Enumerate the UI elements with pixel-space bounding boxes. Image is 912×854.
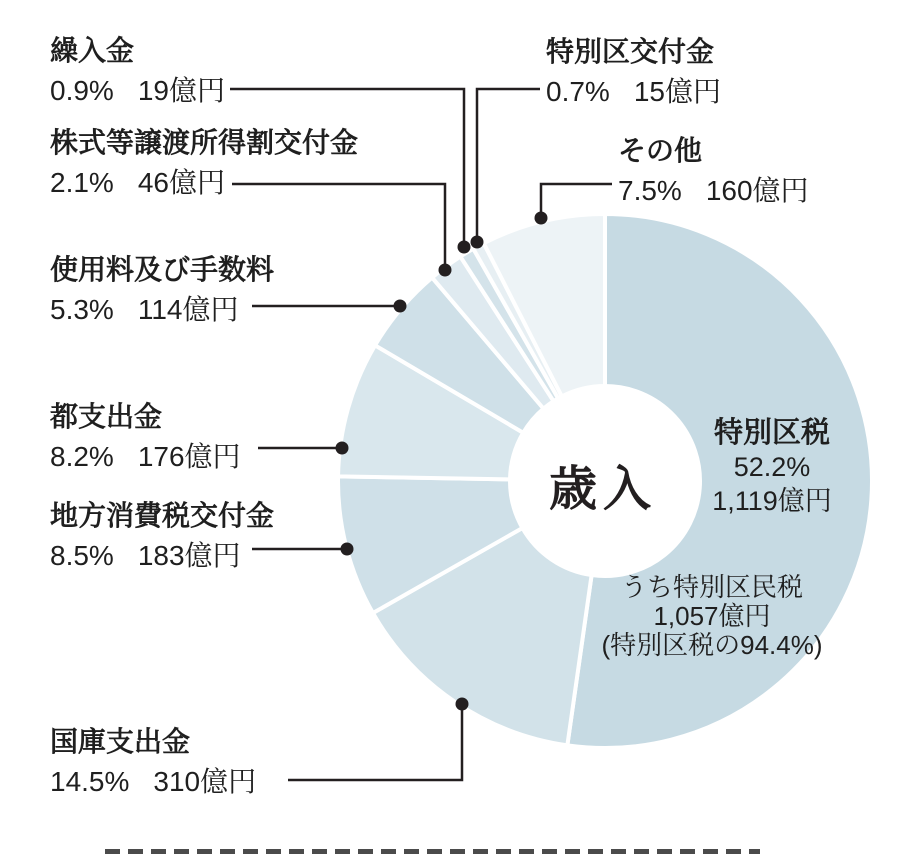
label-kuriirekin (50, 31, 225, 111)
slice-values (50, 290, 274, 330)
slice-percent: 5.3% (50, 294, 114, 325)
label-kabushiki (50, 123, 358, 203)
annotation-tokubetsukuminzei (592, 573, 832, 660)
slice-percent: 14.5% (50, 766, 130, 797)
annotation-line: (特別区税の94.4%) (601, 630, 823, 660)
leader-line-tokubetsukukofukin (477, 89, 540, 240)
slice-values (50, 762, 256, 802)
leader-dot-sonota (535, 212, 548, 225)
leader-line-sonota (541, 184, 612, 216)
slice-values (50, 536, 274, 576)
slice-title: 国庫支出金 (50, 726, 191, 757)
slice-values (618, 171, 809, 211)
slice-percent: 8.5% (50, 540, 114, 571)
slice-title: 地方消費税交付金 (50, 500, 275, 531)
leader-dot-toshishutsukin (336, 442, 349, 455)
slice-amount: 19億円 (137, 75, 225, 106)
slice-values (546, 72, 721, 112)
annotation-line: うち特別区民税 (620, 572, 803, 602)
leader-dot-tokubetsukukofukin (471, 236, 484, 249)
chart-center-title: 歳入 (548, 463, 657, 516)
slice-title: 特別区交付金 (546, 36, 715, 67)
leader-dot-kuriirekin (458, 241, 471, 254)
slice-amount: 114億円 (137, 294, 239, 325)
slice-title: 株式等譲渡所得割交付金 (50, 127, 359, 158)
slice-amount: 176億円 (137, 441, 241, 472)
slice-percent: 0.7% (546, 76, 610, 107)
annotation-line: 1,057億円 (653, 601, 771, 631)
slice-amount: 183億円 (137, 540, 241, 571)
slice-title: 特別区税 (713, 417, 830, 449)
slice-values (50, 437, 241, 477)
slice-title: 繰入金 (50, 35, 135, 66)
slice-amount: 15億円 (633, 76, 721, 107)
leader-dot-chihoshohizei (341, 543, 354, 556)
leader-dot-kabushiki (439, 264, 452, 277)
label-tokubetsukukofukin (546, 32, 721, 112)
slice-percent: 8.2% (50, 441, 114, 472)
label-shiyoryo (50, 250, 274, 330)
slice-amount: 46億円 (137, 167, 225, 198)
leader-dot-shiyoryo (394, 300, 407, 313)
slice-percent: 0.9% (50, 75, 114, 106)
slice-percent: 7.5% (618, 175, 682, 206)
slice-percent: 2.1% (50, 167, 114, 198)
label-chihoshohizei (50, 496, 274, 576)
slice-amount: 160億円 (705, 175, 809, 206)
slice-values (50, 71, 225, 111)
label-kokkoshishutsukin (50, 722, 256, 802)
label-toshishutsukin (50, 397, 241, 477)
leader-line-kokkoshishutsukin (288, 706, 462, 780)
slice-values (50, 163, 358, 203)
slice-percent: 52.2% (733, 452, 811, 482)
slice-title: その他 (618, 135, 703, 166)
cropped-text-row (105, 849, 760, 854)
slice-title: 都支出金 (50, 401, 163, 432)
slice-amount: 310億円 (153, 766, 257, 797)
slice-amount: 1,119億円 (712, 486, 832, 516)
leader-dot-kokkoshishutsukin (456, 698, 469, 711)
label-sonota (618, 131, 809, 211)
slice-title: 使用料及び手数料 (50, 254, 275, 285)
